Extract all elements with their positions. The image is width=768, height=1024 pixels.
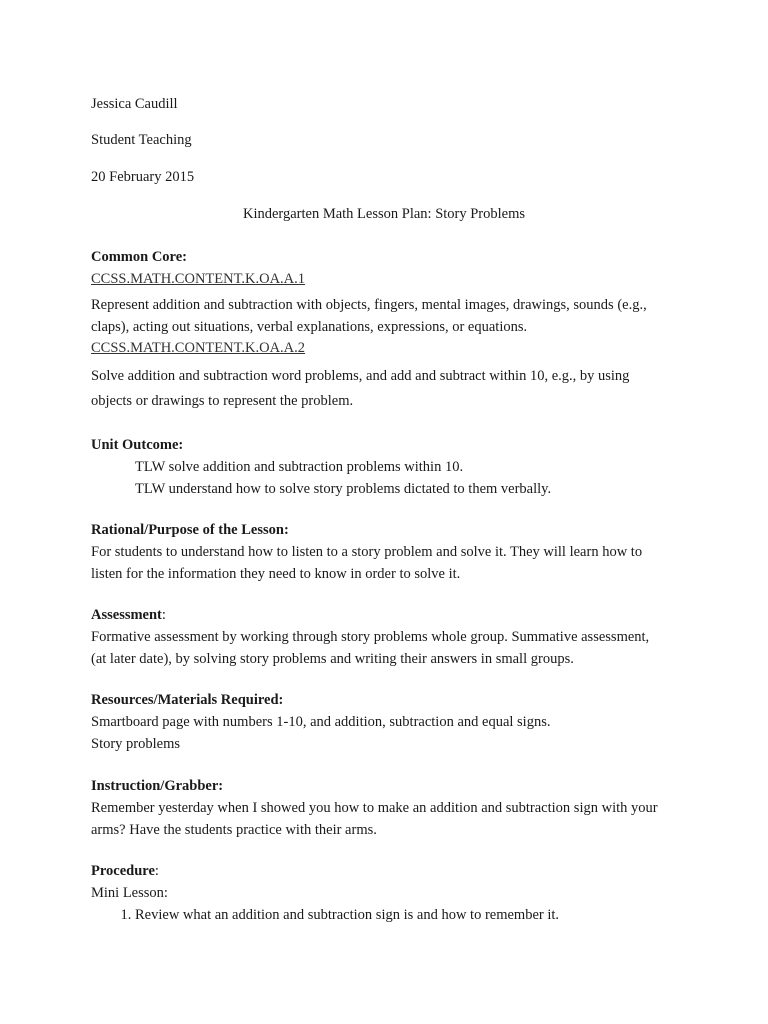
standard-2-link[interactable]: CCSS.MATH.CONTENT.K.OA.A.2 [91, 340, 306, 356]
unit-outcome-item: TLW understand how to solve story problems dictated to them verbally. [135, 481, 552, 497]
unit-outcome-heading: Unit Outcome: [91, 437, 184, 453]
resources-section [91, 689, 691, 755]
procedure-subheading: Mini Lesson: [91, 885, 168, 901]
assessment-text: Formative assessment by working through story problems whole group. Summative assessment, (at later date), by solving story problems and writing their answers in small groups. [91, 629, 650, 667]
procedure-step: 1. Review what an addition and subtraction sign is and how to remember it. [135, 904, 691, 926]
procedure-heading [91, 860, 691, 882]
resources-item: Story problems [91, 736, 181, 752]
standard-2-text: Solve addition and subtraction word problems, and add and subtract within 10, e.g., by using objects or drawings to represent the problem. [91, 368, 630, 409]
instruction-section [91, 775, 661, 841]
resources-heading: Resources/Materials Required: [91, 692, 284, 708]
document-title: Kindergarten Math Lesson Plan: Story Problems [242, 206, 526, 222]
resources-item: Smartboard page with numbers 1-10, and addition, subtraction and equal signs. [91, 714, 551, 730]
procedure-heading-label: Procedure [91, 863, 155, 879]
instruction-heading: Instruction/Grabber: [91, 778, 224, 794]
assessment-section [91, 604, 656, 670]
rational-heading: Rational/Purpose of the Lesson: [91, 522, 289, 538]
procedure-section [91, 860, 691, 926]
common-core-heading: Common Core: [91, 249, 187, 265]
standard-1-text: Represent addition and subtraction with objects, fingers, mental images, drawings, sounds (e.g., claps), acting out situations, verbal explanations, expressions, or equations. [91, 297, 647, 335]
instruction-text: Remember yesterday when I showed you how to make an addition and subtraction sign with your arms? Have the students practice with their arms. [91, 800, 658, 838]
procedure-steps [91, 904, 691, 926]
author-name: Jessica Caudill [91, 96, 178, 112]
standard-2-block [91, 337, 691, 359]
rational-text: For students to understand how to listen to a story problem and solve it. They will learn how to listen for the information they need to know in order to solve it. [91, 544, 643, 582]
assessment-heading-label: Assessment [91, 607, 162, 623]
common-core-section [91, 246, 691, 290]
course-name: Student Teaching [91, 132, 192, 148]
assessment-heading-colon: : [161, 607, 166, 623]
unit-outcome-item: TLW solve addition and subtraction problems within 10. [135, 459, 464, 475]
standard-1-link[interactable]: CCSS.MATH.CONTENT.K.OA.A.1 [91, 271, 306, 287]
rational-section [91, 519, 671, 585]
unit-outcome-section [91, 434, 691, 500]
procedure-heading-colon: : [154, 863, 159, 879]
document-date: 20 February 2015 [91, 169, 195, 185]
assessment-heading [91, 604, 656, 626]
